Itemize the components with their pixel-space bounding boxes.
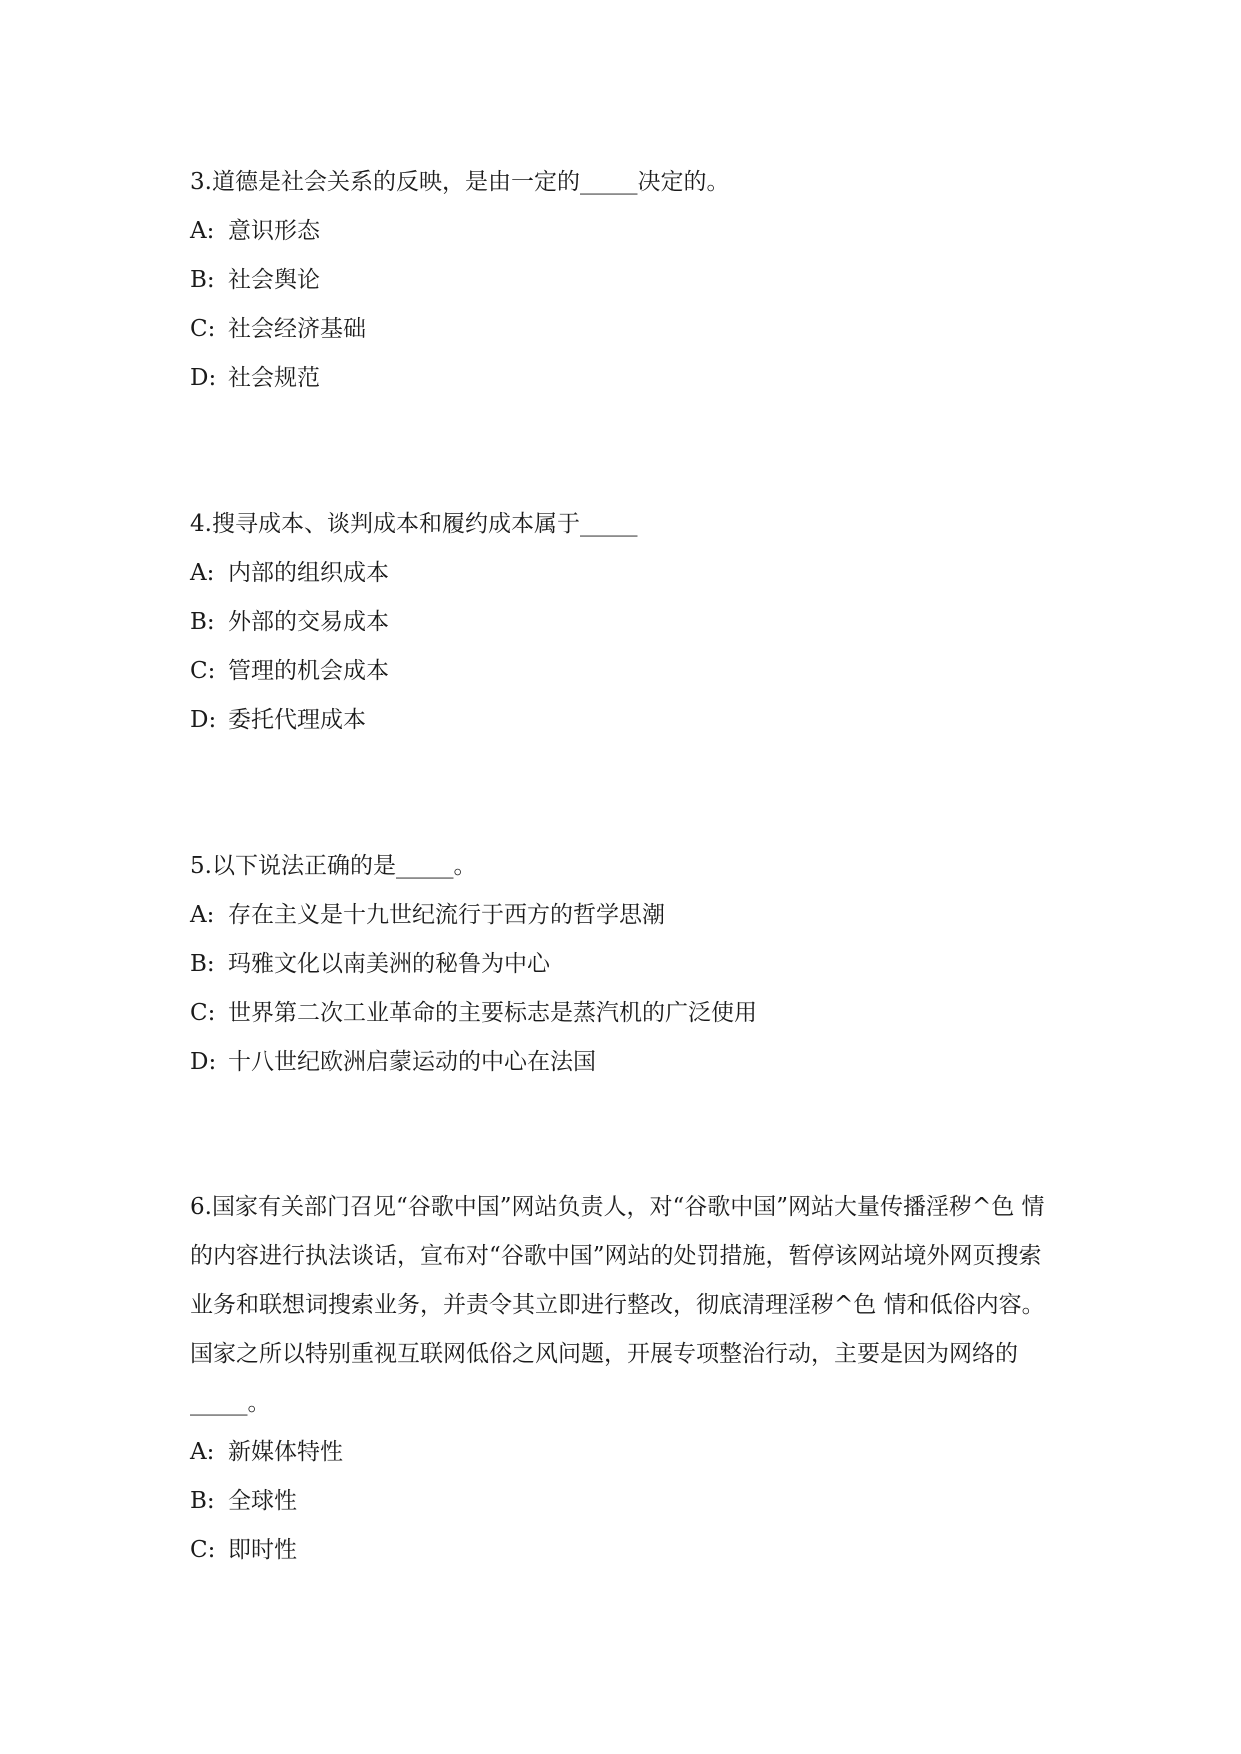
option-c [190, 647, 1050, 696]
option-a [190, 891, 1050, 940]
option-text: 委托代理成本 [228, 707, 366, 733]
question-3 [190, 158, 1050, 403]
option-letter: D: [190, 365, 217, 391]
option-letter: B: [190, 267, 215, 293]
option-text: 十八世纪欧洲启蒙运动的中心在法国 [228, 1049, 596, 1075]
option-letter: B: [190, 951, 215, 977]
option-a [190, 549, 1050, 598]
option-text: 新媒体特性 [228, 1439, 343, 1465]
option-d [190, 696, 1050, 745]
question-stem: 4.搜寻成本、谈判成本和履约成本属于_____ [190, 511, 638, 537]
question-stem: 3.道德是社会关系的反映，是由一定的_____决定的。 [190, 169, 730, 195]
option-d [190, 1038, 1050, 1087]
option-letter: B: [190, 1488, 215, 1514]
option-letter: B: [190, 609, 215, 635]
option-text: 社会舆论 [228, 267, 320, 293]
option-b [190, 256, 1050, 305]
option-letter: C: [190, 658, 216, 684]
option-letter: A: [190, 218, 215, 244]
option-text: 社会规范 [228, 365, 320, 391]
question-6 [190, 1183, 1050, 1575]
option-letter: D: [190, 1049, 217, 1075]
question-4 [190, 500, 1050, 745]
question-stem: 5.以下说法正确的是_____。 [190, 853, 477, 879]
question-stem: 6.国家有关部门召见“谷歌中国”网站负责人，对“谷歌中国”网站大量传播淫秽^色 情的内容进行执法谈话，宣布对“谷歌中国”网站的处罚措施，暂停该网站境外网页搜索业务和联想词搜索业务，并责令其立即进行整改，彻底清理淫秽^色 情和低俗内容。国家之所以特别重视互联网低俗之风问题，开展专项整治行动，主要是因为网络的_____。 [190, 1194, 1045, 1416]
option-letter: A: [190, 560, 215, 586]
option-letter: A: [190, 902, 215, 928]
option-c [190, 305, 1050, 354]
option-a [190, 1428, 1050, 1477]
option-text: 外部的交易成本 [228, 609, 389, 635]
option-b [190, 940, 1050, 989]
option-text: 内部的组织成本 [228, 560, 389, 586]
option-b [190, 598, 1050, 647]
option-letter: D: [190, 707, 217, 733]
option-text: 世界第二次工业革命的主要标志是蒸汽机的广泛使用 [228, 1000, 757, 1026]
option-text: 意识形态 [228, 218, 320, 244]
option-c [190, 1526, 1050, 1575]
option-text: 即时性 [228, 1537, 297, 1563]
option-a [190, 207, 1050, 256]
option-letter: C: [190, 1000, 216, 1026]
option-b [190, 1477, 1050, 1526]
option-text: 玛雅文化以南美洲的秘鲁为中心 [228, 951, 550, 977]
option-c [190, 989, 1050, 1038]
option-d [190, 354, 1050, 403]
option-text: 社会经济基础 [228, 316, 366, 342]
option-text: 全球性 [228, 1488, 297, 1514]
option-letter: A: [190, 1439, 215, 1465]
option-text: 存在主义是十九世纪流行于西方的哲学思潮 [228, 902, 665, 928]
option-text: 管理的机会成本 [228, 658, 389, 684]
option-letter: C: [190, 316, 216, 342]
option-letter: C: [190, 1537, 216, 1563]
question-5 [190, 842, 1050, 1087]
